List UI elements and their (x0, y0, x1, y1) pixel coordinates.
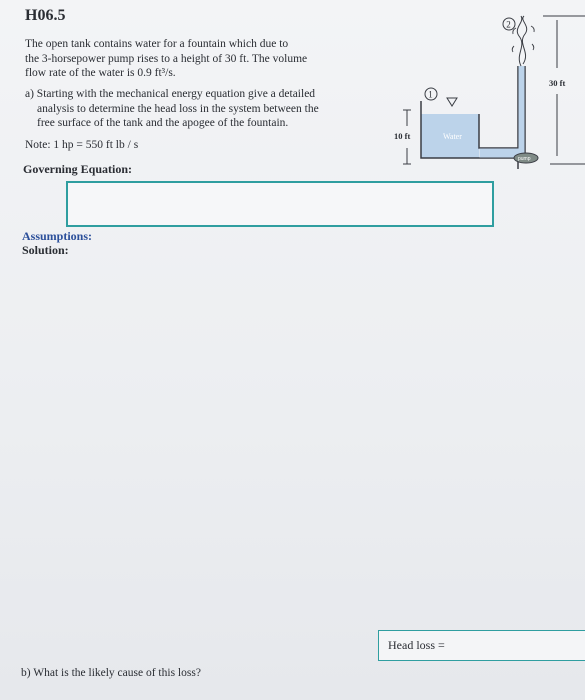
point-2-label: 2 (506, 19, 511, 30)
assumptions-label: Assumptions: (22, 229, 93, 243)
problem-title: H06.5 (25, 7, 66, 24)
part-a-line: analysis to determine the head loss in the system between the (37, 102, 319, 115)
statement-line: the 3-horsepower pump rises to a height of 30 ft. The volume (25, 52, 308, 65)
fountain-height-label: 30 ft (549, 78, 566, 88)
part-b-question: b) What is the likely cause of this loss? (21, 667, 201, 679)
unit-note: Note: 1 hp = 550 ft lb / s (25, 139, 139, 151)
tank-bottom-water (480, 149, 519, 158)
part-a-line: a) Starting with the mechanical energy equation give a detailed (25, 88, 316, 100)
tank-label: Water (443, 132, 462, 141)
statement-line: The open tank contains water for a fountain which due to (25, 38, 289, 50)
fountain-height-dimension (543, 16, 585, 164)
pipe-inner (479, 66, 518, 148)
statement-line: flow rate of the water is 0.9 ft³/s. (25, 67, 176, 79)
pump-label: pump (518, 156, 531, 162)
tank-height-label: 10 ft (394, 131, 411, 141)
fountain-spray (512, 26, 534, 52)
head-loss-answer-box[interactable] (378, 630, 585, 661)
part-a-question (25, 87, 345, 131)
point-1-label: 1 (428, 89, 433, 100)
governing-equation-answer-box[interactable] (66, 181, 494, 227)
pipe-water (519, 66, 525, 158)
fountain-jet (517, 16, 526, 66)
problem-statement (25, 37, 345, 81)
governing-equation-label: Governing Equation: (23, 162, 133, 176)
head-loss-label: Head loss = (388, 638, 445, 652)
solution-label: Solution: (22, 243, 69, 257)
part-a-line: free surface of the tank and the apogee of the fountain. (37, 117, 289, 129)
fountain-diagram (385, 6, 585, 186)
free-surface-marker (447, 98, 457, 106)
